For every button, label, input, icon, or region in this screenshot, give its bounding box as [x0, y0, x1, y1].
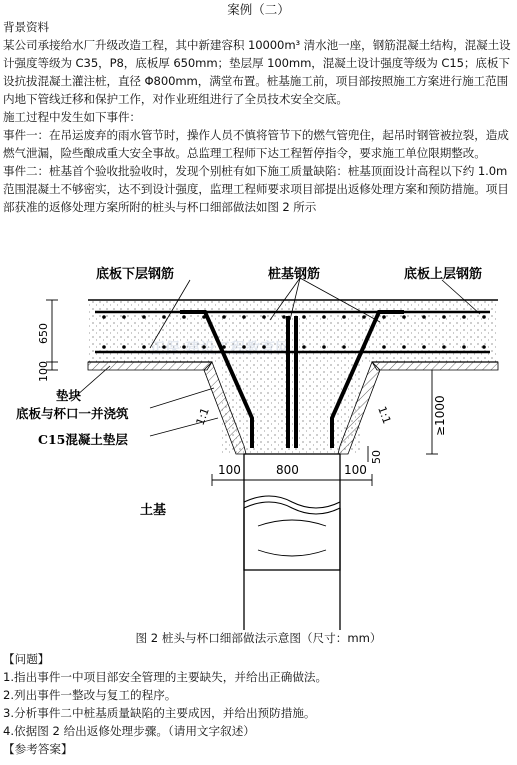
figure-caption: 图 2 桩头与杯口细部做法示意图（尺寸：mm） [135, 631, 382, 645]
dim-100-left-label: 100 [218, 463, 241, 477]
dim-650-label: 650 [37, 323, 50, 344]
dim-50-label: 50 [370, 450, 383, 464]
dim-100-vertical-label: 100 [37, 361, 50, 382]
background-paragraph-2: 施工过程中发生如下事件： [3, 110, 141, 124]
cushion-layer-right [372, 362, 498, 370]
background-paragraph-1: 某公司承接给水厂升级改造工程，其中新建容积 10000m³ 清水池一座，钢筋混凝土结构，混凝土设计强度等级为 C35，P8，底板厚 650mm；垫层厚 100mm，混凝土设计强度等级为 C15；底板下设抗拔混凝土灌注桩，直径 Φ800mm，满堂布置。桩基施工前，项目部按照施工方案进行施工范围内地下管线迁移和保护工作，对作业班组进行了全员技术安全交底。 [3, 38, 511, 106]
background-heading: 背景资料 [3, 20, 49, 34]
c15-cushion-label: C15混凝土垫层 [38, 432, 128, 447]
pile-cup-detail-figure [0, 258, 517, 630]
leader-cast-together [150, 388, 214, 408]
leader-cushion-block [76, 366, 110, 396]
dim-ge-1000-label: ≥1000 [433, 395, 447, 436]
dim-800-label: 800 [276, 463, 299, 477]
bottom-rebar-label: 底板下层钢筋 [96, 267, 175, 282]
cast-together-label: 底板与杯口一并浇筑 [16, 406, 129, 421]
question-4: 4.依据图 2 给出返修处理步骤。（请用文字叙述） [3, 724, 255, 738]
questions-heading: 【问题】 [3, 652, 50, 666]
soil-label: 土基 [140, 503, 167, 518]
event-one-paragraph: 事件一：在吊运废弃的雨水管节时，操作人员不慎将管节下的燃气管兜住，起吊时钢管被拉裂，造成燃气泄漏，险些酿成重大安全事故。总监理工程师下达工程暂停指令，要求施工单位限期整改。 [3, 128, 509, 160]
pile-rebar-label: 桩基钢筋 [268, 267, 321, 282]
slope-right-label: 1:1 [375, 404, 394, 426]
case-title: 案例（二） [227, 2, 290, 17]
slope-left-label: 1:1 [193, 405, 212, 428]
cushion-block-label: 垫块 [56, 388, 82, 403]
background-section [3, 18, 514, 216]
question-3: 3.分析事件二中桩基质量缺陷的主要成因，并给出预防措施。 [3, 706, 316, 720]
detail-drawing [0, 258, 517, 630]
question-2: 2.列出事件一整改与复工的程序。 [3, 688, 177, 702]
event-two-paragraph: 事件二：桩基首个验收批验收时，发现个别桩有如下施工质量缺陷：桩基顶面设计高程以下约 1.0m 范围混凝土不够密实，达不到设计强度，监理工程师要求项目部提出返修处理方案和预防措施。项目部获准的返修处理方案所附的桩头与杯口细部做法如图 2 所示 [3, 164, 509, 214]
top-rebar-label: 底板上层钢筋 [404, 267, 483, 282]
cup-concrete [222, 362, 362, 454]
dim-100-right-label: 100 [344, 463, 367, 477]
answer-heading: 【参考答案】 [3, 742, 73, 756]
questions-section [3, 650, 514, 758]
question-1: 1.指出事件一中项目部安全管理的主要缺失，并给出正确做法。 [3, 670, 328, 684]
